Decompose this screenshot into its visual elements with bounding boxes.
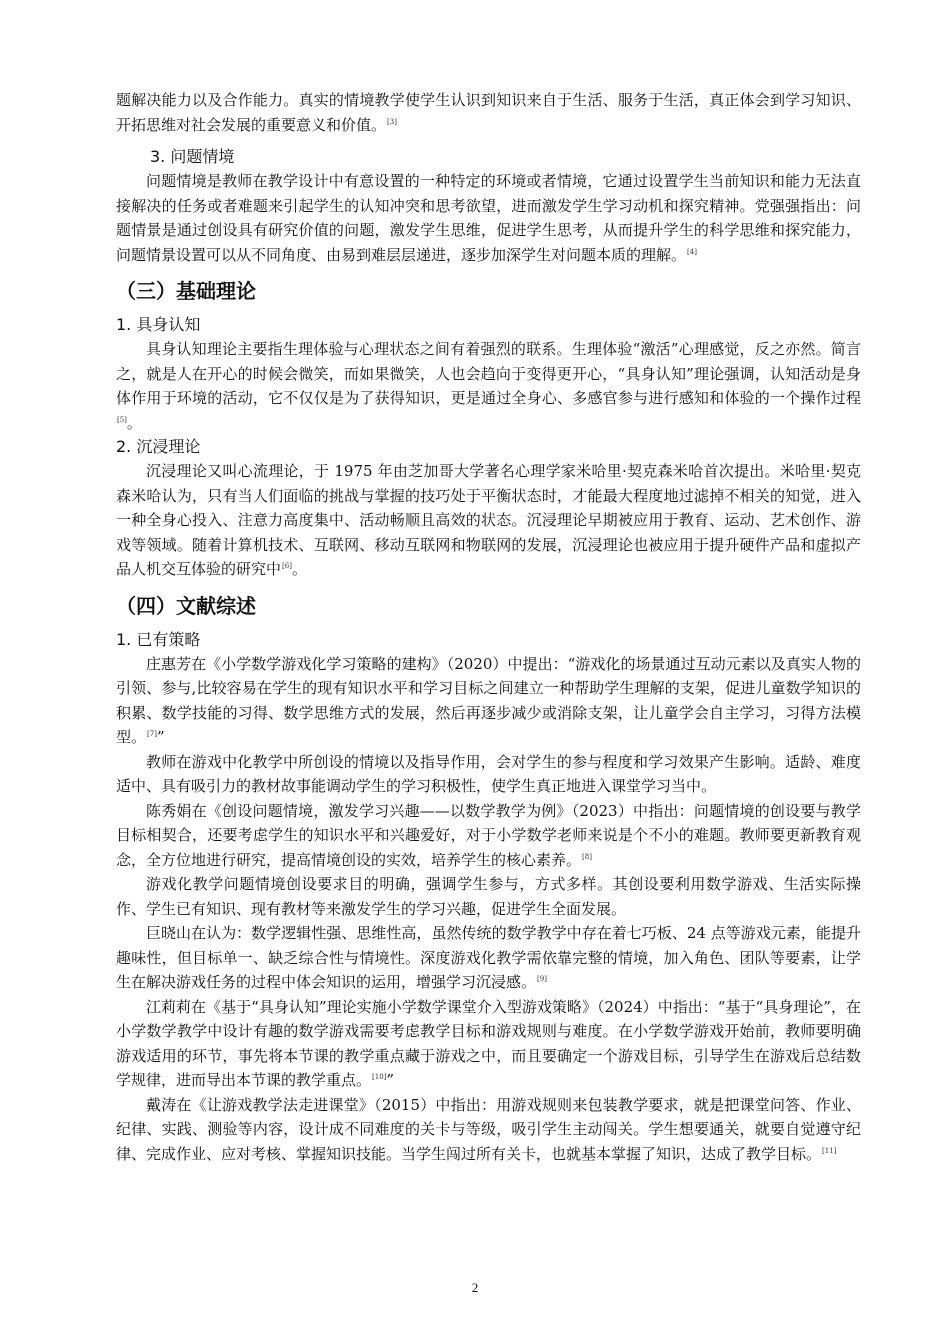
heading-literature-review: （四）文献综述 [116,593,256,618]
literature-paragraph-6: 江莉莉在《基于“具身认知”理论实施小学数学课堂介入型游戏策略》（2024）中指出：“基于“具身理论”，在小学数学教学中设计有趣的数学游戏需要考虑教学目标和游戏规则与难度。在小学数学游戏开始前，教师要明确游戏适用的环节，事先将本节课的教学重点藏于游戏之中，而且要确定一个游戏目标，引导学生在游戏后总结数学规律，进而导出本节课的教学重点。[10]” [116,997,861,1089]
citation-7: [7] [147,730,157,738]
page-number: 2 [471,1280,479,1295]
literature-paragraph-7: 戴涛在《让游戏教学法走进课堂》（2015）中指出：用游戏规则来包装教学要求，就是把课堂问答、作业、纪律、实践、测验等内容，设计成不同难度的关卡与等级，吸引学生主动闯关。学生想要通关，就要自觉遵守纪律、完成作业、应对考核、掌握知识技能。当学生闯过所有关卡，也就基本掌握了知识，达成了教学目标。[11] [116,1095,861,1163]
citation-6: [6] [282,562,292,570]
heading-existing-strategies: 1. 已有策略 [116,629,201,649]
embodied-cognition-paragraph: 具身认知理论主要指生理体验与心理状态之间有着强烈的联系。生理体验“激活”心理感觉，反之亦然。简言之，就是人在开心的时候会微笑，而如果微笑，人也会趋向于变得更开心，“具身认知”理论强调，认知活动是身体作用于环境的活动，它不仅仅是为了获得知识，更是通过全身心、多感官参与进行感知和体验的一个操作过程[5]。 [116,340,861,432]
citation-8: [8] [582,852,592,861]
citation-9: [9] [537,975,547,983]
literature-paragraph-3: 陈秀娟在《创设问题情境，激发学习兴趣——以数学教学为例》（2023）中指出：问题情境的创设要与教学目标相契合，还要考虑学生的知识水平和兴趣爱好，对于小学数学老师来说是个不小的难题。教师要更新教育观念，全方位地进行研究，提高情境创设的实效，培养学生的核心素养。[8] [116,801,861,869]
intro-paragraph: 题解决能力以及合作能力。真实的情境教学使学生认识到知识来自于生活、服务于生活，真正体会到学习知识、开拓思维对社会发展的重要意义和价值。[3] [116,91,861,134]
citation-5: [5] [117,415,127,424]
heading-embodied-cognition: 1. 具身认知 [116,315,201,334]
heading-problem-situation: 3. 问题情境 [150,147,235,166]
citation-3: [3] [387,117,397,126]
heading-basic-theory: （三）基础理论 [116,279,256,303]
literature-paragraph-4: 游戏化教学问题情境创设要求目的明确，强调学生参与，方式多样。其创设要利用数学游戏、生活实际操作、学生已有知识、现有教材等来激发学生的学习兴趣，促进学生全面发展。 [116,875,861,918]
flow-theory-paragraph: 沉浸理论又叫心流理论，于 1975 年由芝加哥大学著名心理学家米哈里·契克森米哈首次提出。米哈里·契克森米哈认为，只有当人们面临的挑战与掌握的技巧处于平衡状态时，才能最大程度地过滤掉不相关的知觉，进入一种全身心投入、注意力高度集中、活动畅顺且高效的状态。沉浸理论早期被应用于教育、运动、艺术创作、游戏等领域。随着计算机技术、互联网、移动互联网和物联网的发展，沉浸理论也被应用于提升硬件产品和虚拟产品人机交互体验的研究中[6]。 [116,462,861,578]
literature-paragraph-1: 庄惠芳在《小学数学游戏化学习策略的建构》（2020）中提出：“游戏化的场景通过互动元素以及真实人物的引领、参与,比较容易在学生的现有知识水平和学习目标之间建立一种帮助学生理解的支架，促进儿童数学知识的积累、数学技能的习得、数学思维方式的发展，然后再逐步减少或消除支架，让儿童学会自主学习，习得方法模型。[7]” [116,654,861,746]
citation-4: [4] [687,247,697,256]
citation-10: [10] [372,1073,387,1081]
document-body [116,88,861,1166]
citation-11: [11] [822,1146,837,1155]
literature-paragraph-5: 巨晓山在认为：数学逻辑性强、思维性高，虽然传统的数学教学中存在着七巧板、24 点等游戏元素，能提升趣味性，但目标单一、缺乏综合性与情境性。深度游戏化教学需依靠完整的情境，加入角色、团队等要素，让学生在解决游戏任务的过程中体会知识的运用，增强学习沉浸感。[9] [116,924,861,991]
heading-flow-theory: 2. 沉浸理论 [116,437,201,456]
literature-paragraph-2: 教师在游戏中化教学中所创设的情境以及指导作用，会对学生的参与程度和学习效果产生影响。适龄、难度适中、具有吸引力的教材故事能调动学生的学习积极性，使学生真正地进入课堂学习当中。 [116,752,861,795]
problem-situation-paragraph: 问题情境是教师在教学设计中有意设置的一种特定的环境或者情境，它通过设置学生当前知识和能力无法直接解决的任务或者难题来引起学生的认知冲突和思考欲望，进而激发学生学习动机和探究精神。党强强指出：问题情景是通过创设具有研究价值的问题，激发学生思维，促进学生思考，从而提升学生的科学思维和探究能力，问题情景设置可以从不同角度、由易到难层层递进，逐步加深学生对问题本质的理解。[4] [116,172,861,264]
